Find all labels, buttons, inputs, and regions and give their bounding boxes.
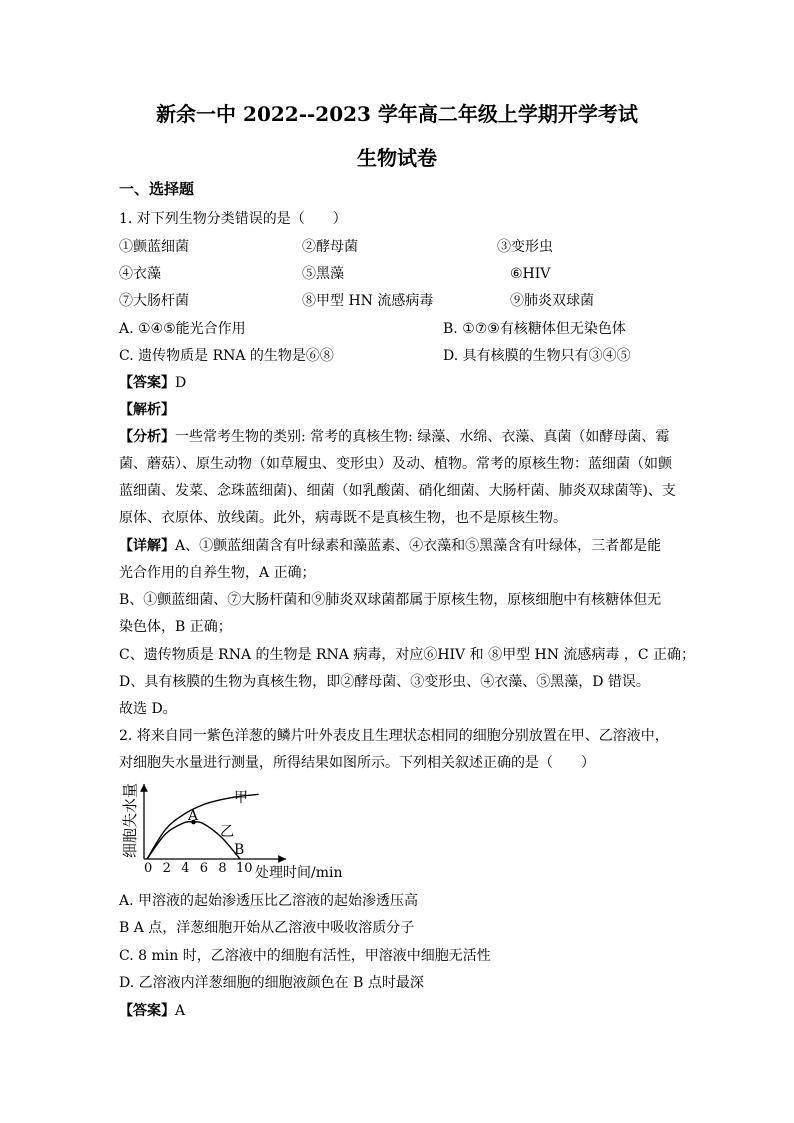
q1-xiangjie-line-1 xyxy=(119,535,679,557)
exam-title: 新余一中 2022--2023 学年高二年级上学期开学考试 xyxy=(156,102,638,126)
exam-subtitle: 生物试卷 xyxy=(357,146,437,170)
q2-option-c: C. 8 min 时，乙溶液中的细胞有活性，甲溶液中细胞无活性 xyxy=(119,948,491,964)
q1-fenxi-line-1 xyxy=(119,426,679,448)
series-yi-label: 乙 xyxy=(220,824,234,840)
q1-answer xyxy=(119,372,679,394)
q1-item-9: ⑨肺炎双球菌 xyxy=(510,293,594,309)
x-tick-label: 4 xyxy=(181,861,190,876)
x-axis-label: 处理时间/min xyxy=(255,865,343,881)
x-tick-label: 10 xyxy=(236,861,253,876)
q1-fenxi-line-2: 菌、蘑菇）、原生动物（如草履虫、变形虫）及动、植物。常考的原核生物：蓝细菌（如颤 xyxy=(119,456,672,472)
q2-option-a: A. 甲溶液的起始渗透压比乙溶液的起始渗透压高 xyxy=(119,893,419,909)
q1-option-b: B. ①⑦⑨有核糖体但无染色体 xyxy=(443,321,626,337)
q1-item-7: ⑦大肠杆菌 xyxy=(119,293,189,309)
q1-item-1: ①颤蓝细菌 xyxy=(119,239,189,255)
q1-xiangjie-line-4: 染色体，B 正确； xyxy=(119,619,232,635)
annotation-a: A xyxy=(188,808,199,824)
q2-option-d: D. 乙溶液内洋葱细胞的细胞液颜色在 B 点时最深 xyxy=(119,975,424,991)
q1-item-6: ⑥HIV xyxy=(510,266,551,282)
x-tick-label: 6 xyxy=(199,861,209,876)
q1-xiangjie-line-3: B、①颤蓝细菌、⑦大肠杆菌和⑨肺炎双球菌都属于原核生物，原核细胞中有核糖体但无 xyxy=(119,592,662,608)
annotation-b: B xyxy=(234,842,245,858)
answer-value: D xyxy=(175,375,187,391)
q1-fenxi-line-4: 原体、衣原体、放线菌。此外，病毒既不是真核生物，也不是原核生物。 xyxy=(119,510,567,526)
section-heading: 一、选择题 xyxy=(119,180,195,198)
q1-conclusion: 故选 D。 xyxy=(119,701,177,717)
q1-item-2: ②酵母菌 xyxy=(302,239,358,255)
q1-xiangjie-line-5: C、遗传物质是 RNA 的生物是 RNA 病毒，对应⑥HIV 和 ⑧甲型 HN 流感病毒 ，C 正确； xyxy=(119,647,696,663)
q2-answer xyxy=(119,1000,679,1022)
q1-fenxi-line-3: 蓝细菌、发菜、念珠蓝细菌)、细菌（如乳酸菌、硝化细菌、大肠杆菌、肺炎双球菌等)、支 xyxy=(119,483,676,499)
x-tick-label: 2 xyxy=(162,861,171,876)
q2-stem-2: 对细胞失水量进行测量，所得结果如图所示。下列相关叙述正确的是（ ） xyxy=(119,755,595,771)
q1-item-4: ④衣藻 xyxy=(119,266,161,282)
q1-option-c: C. 遗传物质是 RNA 的生物是⑥⑧ xyxy=(119,348,334,364)
q1-stem: 1. 对下列生物分类错误的是（ ） xyxy=(119,211,347,227)
water-loss-chart xyxy=(112,780,372,885)
x-tick-label: 0 xyxy=(144,861,153,876)
q1-item-8: ⑧甲型 HN 流感病毒 xyxy=(302,293,434,309)
answer-tag: 【答案】 xyxy=(119,375,175,391)
x-tick-label: 8 xyxy=(218,861,227,876)
analysis-tag: 【解析】 xyxy=(119,402,175,418)
q1-analysis-heading xyxy=(119,399,679,421)
answer-value: A xyxy=(175,1003,186,1019)
q1-xiangjie-line-6: D、具有核膜的生物为真核生物，即②酵母菌、③变形虫、④衣藻、⑤黑藻，D 错误。 xyxy=(119,674,650,690)
fenxi-tag: 【分析】 xyxy=(119,429,175,445)
xiangjie-tag: 【详解】 xyxy=(119,538,175,554)
q2-option-b: B A 点，洋葱细胞开始从乙溶液中吸收溶质分子 xyxy=(119,920,415,936)
q1-option-a: A. ①④⑤能光合作用 xyxy=(119,321,246,337)
y-axis-label: 细胞失水量 xyxy=(121,782,139,858)
q1-item-3: ③变形虫 xyxy=(497,239,553,255)
series-jia-label: 甲 xyxy=(234,790,248,806)
answer-tag: 【答案】 xyxy=(119,1003,175,1019)
fenxi-text-1: 一些常考生物的类别: 常考的真核生物: 绿藻、水绵、衣藻、真菌（如酵母菌、霉 xyxy=(175,429,670,445)
q1-item-5: ⑤黑藻 xyxy=(302,266,344,282)
q1-xiangjie-line-2: 光合作用的自养生物，A 正确； xyxy=(119,565,316,581)
q2-stem-1: 2. 将来自同一紫色洋葱的鳞片叶外表皮且生理状态相同的细胞分别放置在甲、乙溶液中， xyxy=(119,728,669,744)
q1-option-d: D. 具有核膜的生物只有③④⑤ xyxy=(443,348,631,364)
xiangjie-text-1: A、①颤蓝细菌含有叶绿素和藻蓝素、④衣藻和⑤黑藻含有叶绿体，三者都是能 xyxy=(175,538,662,554)
